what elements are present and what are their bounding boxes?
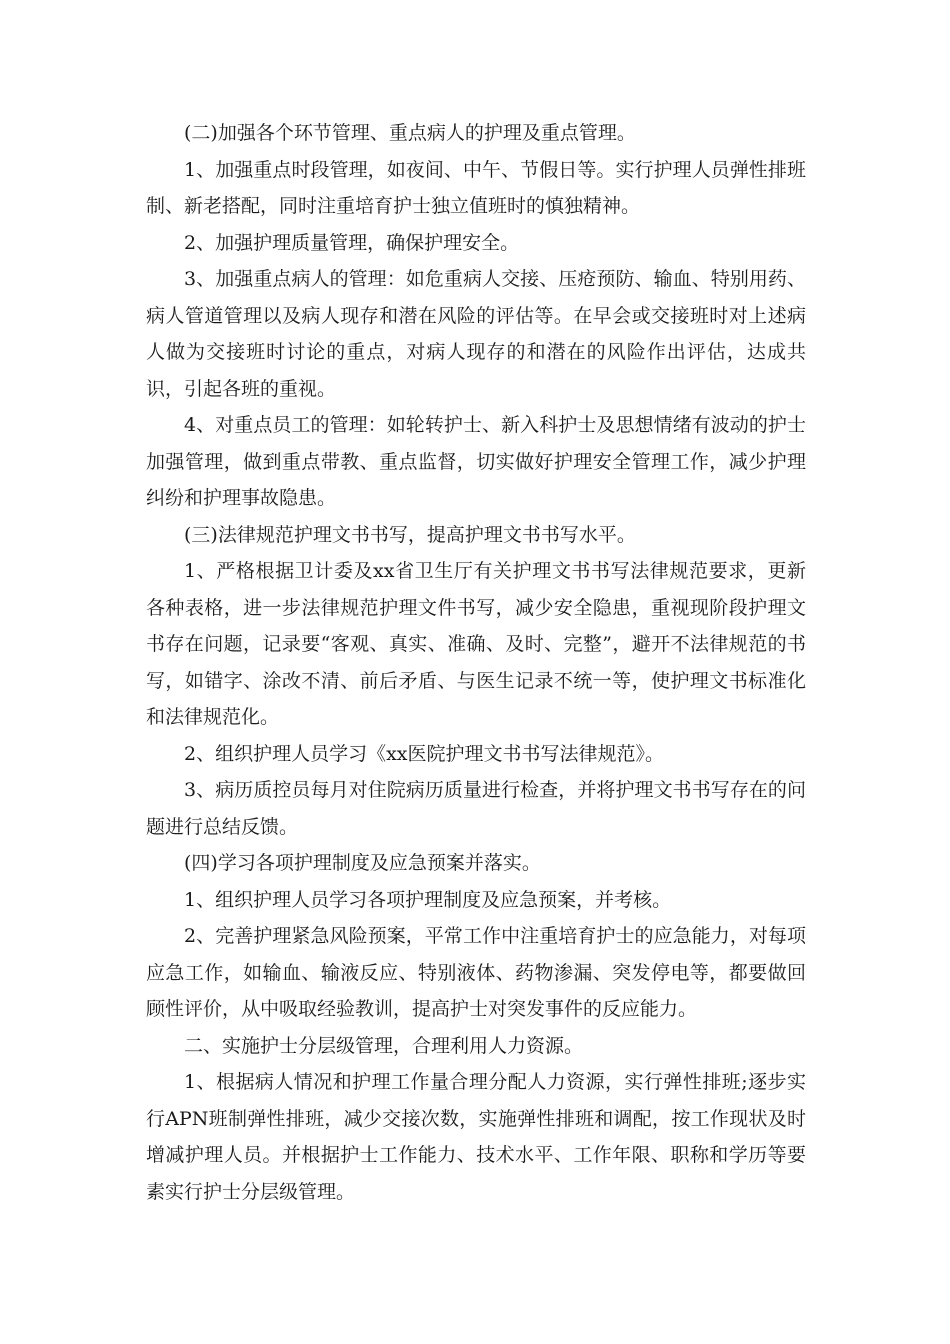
paragraph-quality-management: 2、加强护理质量管理，确保护理安全。 (184, 231, 520, 254)
paragraph-document-standards: 1、严格根据卫计委及xx省卫生厅有关护理文书书写法律规范要求，更新各种表格，进一步法律规范护理文件书写，减少安全隐患，重视现阶段护理文书存在问题，记录要“客观、真实、准确、及时、完整”，避开不法律规范的书写，如错字、涂改不清、前后矛盾、与医生记录不统一等，使护理文书标准化和法律规范化。 (146, 560, 806, 728)
paragraph-plan-study: 1、组织护理人员学习各项护理制度及应急预案，并考核。 (184, 888, 672, 911)
paragraph-key-staff: 4、对重点员工的管理：如轮转护士、新入科护士及思想情绪有波动的护士加强管理，做到重点带教、重点监督，切实做好护理安全管理工作，减少护理纠纷和护理事故隐患。 (146, 414, 806, 509)
section-heading-key-management: (二)加强各个环节管理、重点病人的护理及重点管理。 (184, 122, 636, 144)
paragraph-record-inspection: 3、病历质控员每月对住院病历质量进行检查，并将护理文书书写存在的问题进行总结反馈。 (146, 779, 806, 838)
section-heading-emergency-plans: (四)学习各项护理制度及应急预案并落实。 (184, 852, 541, 874)
paragraph-key-periods: 1、加强重点时段管理，如夜间、中午、节假日等。实行护理人员弹性排班制、新老搭配，同时注重培育护士独立值班时的慎独精神。 (146, 158, 806, 217)
paragraph-staff-allocation: 1、根据病人情况和护理工作量合理分配人力资源，实行弹性排班;逐步实行APN班制弹性排班，减少交接次数，实施弹性排班和调配，按工作现状及时增减护理人员。并根据护士工作能力、技术水平、工作年限、职称和学历等要素实行护士分层级管理。 (146, 1071, 806, 1203)
section-heading-tiered-management: 二、实施护士分层级管理，合理利用人力资源。 (184, 1034, 584, 1057)
section-heading-nursing-documents: (三)法律规范护理文书书写，提高护理文书书写水平。 (184, 523, 636, 546)
paragraph-emergency-ability: 2、完善护理紧急风险预案，平常工作中注重培育护士的应急能力，对每项应急工作，如输血、输液反应、特别液体、药物渗漏、突发停电等，都要做回顾性评价，从中吸取经验教训，提高护士对突发事件的反应能力。 (146, 925, 806, 1020)
document-body (146, 115, 806, 1210)
paragraph-document-study: 2、组织护理人员学习《xx医院护理文书书写法律规范》。 (184, 742, 665, 765)
paragraph-key-patients: 3、加强重点病人的管理：如危重病人交接、压疮预防、输血、特别用药、病人管道管理以及病人现存和潜在风险的评估等。在早会或交接班时对上述病人做为交接班时讨论的重点，对病人现存的和潜在的风险作出评估，达成共识，引起各班的重视。 (146, 268, 806, 400)
